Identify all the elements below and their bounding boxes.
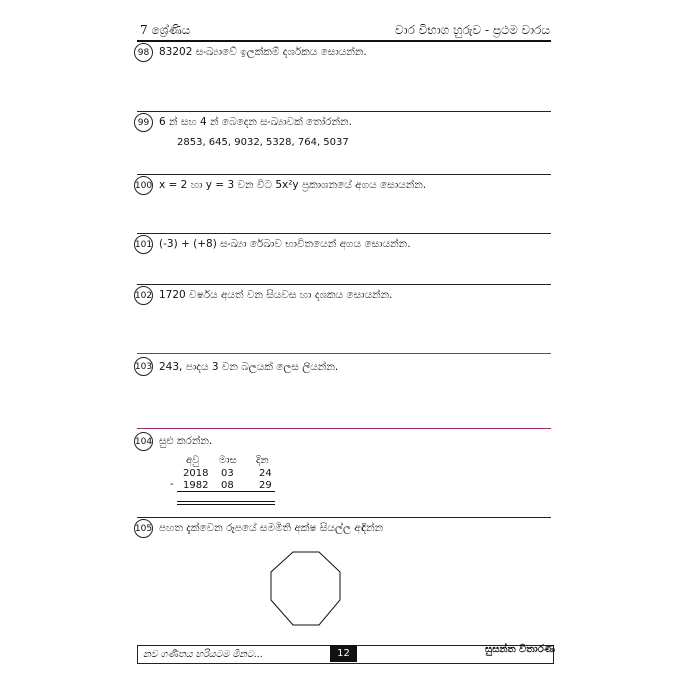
- question-divider: [137, 517, 551, 518]
- question-divider: [137, 353, 551, 354]
- question-text-101: (-3) + (+8) සංඛ්‍යා රේඛාව භාවිතයෙන් අගය සොයන්න.: [159, 238, 411, 250]
- question-number-101: 101: [134, 235, 153, 254]
- col-header-days: දින: [256, 455, 269, 466]
- question-text-102: 1720 වර්ෂය අයත් වන සියවස හා දශකය සොයන්න.: [159, 289, 393, 301]
- subtrahend-days: 29: [259, 480, 272, 491]
- question-number-104: 104: [134, 432, 153, 451]
- question-text-100: x = 2 හා y = 3 වන විට 5x²y ප්‍රකාශනයේ අගය සොයන්න.: [159, 179, 427, 191]
- question-divider: [137, 111, 551, 112]
- question-number-105: 105: [134, 519, 153, 538]
- question-number-99: 99: [134, 113, 153, 132]
- number-options: 2853, 645, 9032, 5328, 764, 5037: [177, 137, 349, 148]
- minus-sign: -: [170, 479, 174, 490]
- minuend-days: 24: [259, 468, 272, 479]
- minuend-years: 2018: [183, 468, 209, 479]
- minuend-months: 03: [221, 468, 234, 479]
- question-text-103: 243, පාදය 3 වන බලයක් ලෙස ලියන්න.: [159, 361, 339, 373]
- question-number-103: 103: [134, 357, 153, 376]
- question-divider: [137, 233, 551, 234]
- question-text-98: 83202 සංඛ්‍යාවේ ඉලක්කම් දර්ශකය සොයන්න.: [159, 46, 367, 58]
- exam-title: වාර විභාග හුරුව - ප්‍රථම වාරය: [395, 23, 550, 37]
- grade-label: 7 ශ්‍රේණිය: [140, 23, 191, 37]
- col-header-years: අවු: [186, 455, 200, 466]
- question-divider: [137, 428, 551, 429]
- answer-top-line: [177, 491, 275, 492]
- question-text-104: සුළු කරන්න.: [159, 435, 213, 447]
- question-text-105: පහත දැක්වෙන රූපයේ සමමිති අක්ෂ සියල්ල අඳින්න: [159, 522, 384, 534]
- question-number-100: 100: [134, 176, 153, 195]
- subtrahend-months: 08: [221, 480, 234, 491]
- octagon-figure: [268, 550, 344, 628]
- col-header-months: මාස: [219, 455, 237, 466]
- answer-double-line-2: [177, 504, 275, 505]
- footer-tagline: නව ගණිතය හරියටම මීනට...: [143, 649, 263, 660]
- header-divider: [137, 40, 551, 42]
- page-number: 12: [330, 645, 357, 662]
- question-text-99: 6 න් සහ 4 න් බෙදෙන සංඛ්‍යාවක් තෝරන්න.: [159, 116, 352, 128]
- question-divider: [137, 174, 551, 175]
- publisher-logo: සුසන්ත විතාරණ: [485, 644, 555, 655]
- question-divider: [137, 284, 551, 285]
- answer-double-line-1: [177, 501, 275, 502]
- subtrahend-years: 1982: [183, 480, 209, 491]
- question-number-102: 102: [134, 286, 153, 305]
- question-number-98: 98: [134, 43, 153, 62]
